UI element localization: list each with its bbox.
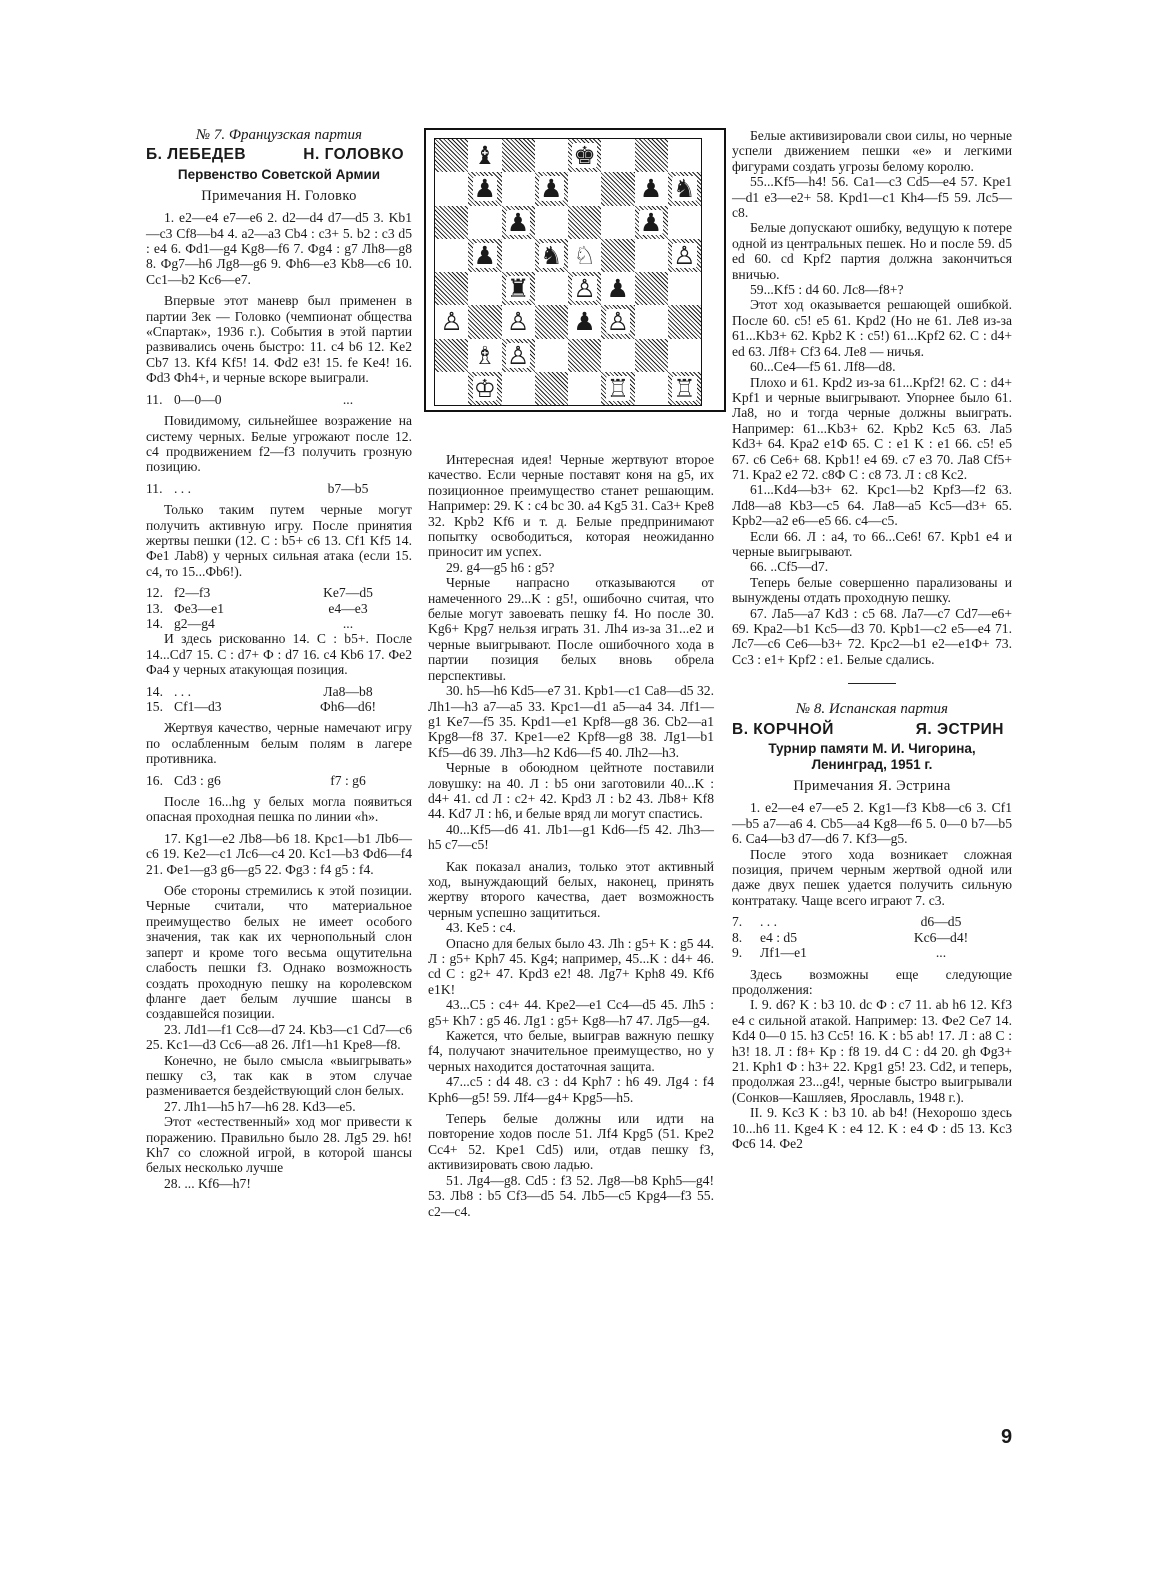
chess-piece-icon: ♙ bbox=[506, 307, 530, 337]
comment: Жертвуя качество, черные намечают игру по ослабленным белым полям в лагере противника. bbox=[146, 720, 412, 767]
square-e1 bbox=[568, 372, 601, 405]
square-e6 bbox=[568, 206, 601, 239]
move-row: 11. . . . b7—b5 bbox=[146, 480, 369, 496]
moves-text: 40...Kf5—d6 41. Лb1—g1 Kd6—f5 42. Лh3—h5 c7—c5! bbox=[428, 821, 714, 853]
event: Турнир памяти М. И. Чигорина, Ленинград, 1951 г. bbox=[768, 741, 976, 773]
moves-text: 43. Ke5 : c4. bbox=[446, 920, 516, 936]
move-row: 12. f2—f3 Ke7—d5 bbox=[146, 585, 373, 601]
comment: Здесь возможны еще следующие продолжения: bbox=[732, 966, 1012, 997]
chess-piece-icon: ♗ bbox=[473, 340, 497, 370]
square-b8 bbox=[468, 139, 501, 172]
square-a2 bbox=[435, 339, 468, 372]
chess-piece-icon: ♙ bbox=[506, 340, 530, 370]
chess-board bbox=[434, 138, 702, 406]
move-row: 14. g2—g4 ... bbox=[146, 615, 354, 631]
chess-piece-icon: ♖ bbox=[673, 373, 696, 403]
square-e8 bbox=[568, 139, 601, 172]
square-a4 bbox=[435, 272, 468, 305]
square-a7 bbox=[435, 172, 468, 205]
moves-text: 1. e2—e4 e7—e5 2. Kg1—f3 Kb8—c6 3. Cf1—b5 a7—a6 4. Cb5—a4 Kg8—f6 5. 0—0 b7—b5 6. Ca4—b3 d7—d6 7. Kf3—g5. bbox=[732, 800, 1012, 847]
square-e3 bbox=[568, 305, 601, 338]
chess-piece-icon: ♙ bbox=[440, 307, 463, 337]
player-black: Я. ЭСТРИН bbox=[915, 720, 1004, 738]
square-c2 bbox=[502, 339, 535, 372]
game-header: № 8. Испанская партия bbox=[796, 701, 948, 718]
moves-text: 59...Kf5 : d4 60. Лc8—f8+? bbox=[750, 282, 904, 298]
square-c1 bbox=[502, 372, 535, 405]
comment: Только таким путем черные могут получить активную игру. После принятия жертвы пешки (12. C : b5+ c6 13. Cf1 Kf5 14. Фe1 Лab8) у черных сильная атака (если 15. c4, то 15...Фb6!). bbox=[146, 502, 412, 579]
player-black: Н. ГОЛОВКО bbox=[303, 146, 404, 164]
square-e7 bbox=[568, 172, 601, 205]
comment: Этот «естественный» ход мог привести к поражению. Правильно было 28. Лg5 29. h6! Kh7 со сложной игрой, в которой шансы белых несколько лучше bbox=[146, 1114, 412, 1176]
square-f1 bbox=[601, 372, 634, 405]
annotator: Примечания Н. Головко bbox=[201, 187, 357, 204]
square-g7 bbox=[635, 172, 668, 205]
comment: Этот ход оказывается решающей ошибкой. После 60. c5! e5 61. Kpd2 (Но не 61. Лe8 из-за 61...Kb3+ 62. Kpb2 K : c5!) 61...Kpf2 62. C : d4+ ed 63. Лf8+ Cf3 64. Лe8 — ничья. bbox=[732, 297, 1012, 359]
square-d2 bbox=[535, 339, 568, 372]
comment: Белые допускают ошибку, ведущую к потере одной из центральных пешек. Но и после 59. d5 ed 60. cd Kpf2 партия должна закончиться вничью. bbox=[732, 220, 1012, 282]
moves-text: 17. Kg1—e2 Лb8—b6 18. Kpc1—b1 Лb6—c6 19. Ke2—c1 Лc6—c4 20. Kc1—b3 Фd6—f4 21. Фe1—g3 g6—g5 22. Фg3 : f4 g5 : f4. bbox=[146, 830, 412, 877]
annotator: Примечания Я. Эстрина bbox=[793, 778, 951, 795]
square-d3 bbox=[535, 305, 568, 338]
square-g6 bbox=[635, 206, 668, 239]
move-row: 13. Фe3—e1 e4—e3 bbox=[146, 600, 368, 616]
moves-text: 67. Лa5—a7 Kd3 : c5 68. Лa7—c7 Cd7—e6+ 69. Kpa2—b1 Kc5—d3 70. Kpb1—c2 e5—e4 71. Лc7—c6 Ce6—b3+ 72. Kpc2—b1 e2—e1Ф+ 73. Cc3 : e1+ Kpf2 : e1. Белые сдались. bbox=[732, 605, 1012, 667]
square-b2 bbox=[468, 339, 501, 372]
chess-piece-icon: ♟ bbox=[506, 207, 530, 237]
move-row: 7. . . . d6—d5 bbox=[732, 914, 962, 930]
square-e4 bbox=[568, 272, 601, 305]
comment: Черные в обоюдном цейтноте поставили ловушку: на 40. Л : b5 они заготовили 40...K : d4+ 41. cd Л : c2+ 42. Kpd3 Л : b2 43. Лb8+ Kf8 44. Kd7 Л : h6, и белые вряд ли могут спастись. bbox=[428, 760, 714, 822]
moves-text: 23. Лd1—f1 Cc8—d7 24. Kb3—c1 Cd7—c6 25. Kc1—d3 Cc6—a8 26. Лf1—h1 Kpe8—f8. bbox=[146, 1021, 412, 1053]
square-c7 bbox=[502, 172, 535, 205]
comment: Опасно для белых было 43. Лh : g5+ K : g5 44. Л : g5+ Kph7 45. Kg4; например, 45...K : d4+ 46. cd C : g2+ 47. Kpd3 e2! 48. Лg7+ Kph8 49. Kf6 e1K! bbox=[428, 935, 714, 997]
chess-piece-icon: ♚ bbox=[573, 141, 596, 171]
comment: Если 66. Л : a4, то 66...Ce6! 67. Kpb1 e4 и черные выигрывают. bbox=[732, 528, 1012, 559]
square-d8 bbox=[535, 139, 568, 172]
chess-piece-icon: ♘ bbox=[573, 240, 596, 270]
square-d7 bbox=[535, 172, 568, 205]
square-f4 bbox=[601, 272, 634, 305]
moves-text: 30. h5—h6 Kd5—e7 31. Kpb1—c1 Ca8—d5 32. Лh1—h3 a7—a5 33. Kpc1—d1 a5—a4 34. Лf1—g1 Ke7—f5 35. Kpd1—e1 Kpf8—g8 36. Cb2—a1 Kpg8—f8 37. Kpe1—e2 Kpf8—g8 38. Лg1—b1 Kf5—d6 39. Лh3—h2 Kd6—f5 40. Лh2—h3. bbox=[428, 683, 714, 760]
square-g5 bbox=[635, 239, 668, 272]
square-h4 bbox=[668, 272, 701, 305]
square-a6 bbox=[435, 206, 468, 239]
players bbox=[146, 147, 404, 162]
square-h2 bbox=[668, 339, 701, 372]
chess-piece-icon: ♙ bbox=[606, 307, 630, 337]
square-f3 bbox=[601, 305, 634, 338]
moves-text: 27. Лh1—h5 h7—h6 28. Kd3—e5. bbox=[164, 1098, 356, 1114]
comment: Черные напрасно отказываются от намеченного 29...K : g5!, ошибочно считая, что белые могут завоевать пешку f4. Но после 30. Kg6+ Kpg7 нельзя играть 31. Лh4 из-за 31...e2 и черные выигрывают. После ошибочного хода в партии позиция белых вновь обрела перспективы. bbox=[428, 575, 714, 683]
separator-line bbox=[848, 683, 896, 684]
column-middle bbox=[428, 452, 714, 1219]
square-b6 bbox=[468, 206, 501, 239]
move-row: 15. Cf1—d3 Фh6—d6! bbox=[146, 699, 377, 714]
move-row: 16. Cd3 : g6 f7 : g6 bbox=[146, 772, 366, 788]
move-row: 8. e4 : d5 Kc6—d4! bbox=[732, 929, 969, 945]
move-row: 14. . . . Лa8—b8 bbox=[146, 683, 373, 699]
moves-text: 55...Kf5—h4! 56. Ca1—c3 Cd5—e4 57. Kpe1—d1 e3—e2+ 58. Kpd1—c1 Kh4—f5 59. Лc5—c8. bbox=[732, 174, 1012, 221]
square-b5 bbox=[468, 239, 501, 272]
move-row: 11. 0—0—0 ... bbox=[146, 391, 354, 407]
moves-text: 51. Лg4—g8. Cd5 : f3 52. Лg8—b8 Kph5—g4! 53. Лb8 : b5 Cf3—d5 54. Лb5—c5 Kpg4—f3 55. c2—c4. bbox=[428, 1172, 714, 1219]
moves-text: 43...C5 : c4+ 44. Kpe2—e1 Cc4—d5 45. Лh5 : g5+ Kh7 : g5 46. Лg1 : g5+ Kg8—h7 47. Лg5—g4. bbox=[428, 997, 714, 1028]
square-a8 bbox=[435, 139, 468, 172]
moves-text: 28. ... Kf6—h7! bbox=[164, 1175, 251, 1191]
square-h7 bbox=[668, 172, 701, 205]
square-d1 bbox=[535, 372, 568, 405]
moves-text: 1. е2—е4 е7—е6 2. d2—d4 d7—d5 3. Kb1—c3 Cf8—b4 4. a2—a3 Cb4 : c3+ 5. b2 : c3 d5 : e4 6. Фd1—g4 Kg8—f6 7. Фg4 : g7 Лh8—g8 8. Фg7—h6 Лg8—g6 9. Фh6—e3 Kb8—c6 10. Cc1—b2 Kc6—e7. bbox=[146, 210, 412, 287]
square-c6 bbox=[502, 206, 535, 239]
comment: Плохо и 61. Kpd2 из-за 61...Kpf2! 62. C : d4+ Kpf1 и черные выигрывают. Упорнее было 61. Лa8, но и тогда черные должны выиграть. Например: 61...Kb3+ 62. Kpb2 Kc5 63. Лa5 Kd3+ 64. Kpa2 e1Ф 65. C : e1 K : e1 66. c5! e5 67. c6 Ce6+ 68. Kpb1! e4 69. c7 e3 70. Лa8 Cf5+ 71. Kpa2 e2 72. c8Ф C : c8 73. Л : c8 Kc2. bbox=[732, 374, 1012, 482]
comment: После 16...hg у белых могла появиться опасная проходная пешка по линии «h». bbox=[146, 794, 412, 825]
chess-diagram bbox=[424, 128, 726, 412]
square-g2 bbox=[635, 339, 668, 372]
square-a1 bbox=[435, 372, 468, 405]
chess-piece-icon: ♙ bbox=[673, 240, 696, 270]
comment: Конечно, не было смысла «выигрывать» пешку c3, так как в этом случае разменивается бездействующий слон белых. bbox=[146, 1052, 412, 1099]
moves-text: 47...c5 : d4 48. c3 : d4 Kph7 : h6 49. Лg4 : f4 Kph6—g5! 59. Лf4—g4+ Kpg5—h5. bbox=[428, 1074, 714, 1105]
square-h1 bbox=[668, 372, 701, 405]
page-number: 9 bbox=[1001, 1426, 1013, 1448]
square-f2 bbox=[601, 339, 634, 372]
comment: Кажется, что белые, выиграв важную пешку f4, получают значительное преимущество, но у черных находится достаточная защита. bbox=[428, 1028, 714, 1074]
square-h3 bbox=[668, 305, 701, 338]
player-white: Б. ЛЕБЕДЕВ bbox=[146, 146, 247, 164]
chess-piece-icon: ♟ bbox=[540, 174, 563, 204]
moves-text: 66. ..Cf5—d7. bbox=[750, 559, 829, 575]
chess-piece-icon: ♞ bbox=[673, 174, 696, 204]
chess-piece-icon: ♟ bbox=[473, 240, 497, 270]
comment: Повидимому, сильнейшее возражение на систему черных. Белые угрожают после 12. c4 продвижением f2—f3 получить грозную позицию. bbox=[146, 413, 412, 475]
comment: После этого хода возникает сложная позиция, причем черным жертвой одной или даже двух пешек удается получить сильную контратаку. Чаще всего играют 7. c3. bbox=[732, 846, 1012, 908]
comment: Теперь белые должны или идти на повторение ходов после 51. Лf4 Kpg5 (51. Kpe2 Cc4+ 52. Kpe1 Cd5) или, отдав пешку f3, активизировать свою ладью. bbox=[428, 1111, 714, 1173]
square-e2 bbox=[568, 339, 601, 372]
square-g3 bbox=[635, 305, 668, 338]
chess-piece-icon: ♖ bbox=[606, 373, 630, 403]
square-g1 bbox=[635, 372, 668, 405]
player-white: В. КОРЧНОЙ bbox=[732, 720, 834, 738]
square-f5 bbox=[601, 239, 634, 272]
comment: Белые активизировали свои силы, но черные успели движением пешки «e» и легкими фигурами создать угрозы белому королю. bbox=[732, 128, 1012, 174]
comment: Теперь белые совершенно парализованы и вынуждены отдать проходную пешку. bbox=[732, 574, 1012, 606]
event: Первенство Советской Армии bbox=[177, 166, 381, 182]
square-b4 bbox=[468, 272, 501, 305]
square-f7 bbox=[601, 172, 634, 205]
square-g8 bbox=[635, 139, 668, 172]
column-left bbox=[146, 128, 412, 1191]
square-h8 bbox=[668, 139, 701, 172]
square-c5 bbox=[502, 239, 535, 272]
square-b3 bbox=[468, 305, 501, 338]
square-d5 bbox=[535, 239, 568, 272]
comment: Как показал анализ, только этот активный ход, вынуждающий белых, наконец, принять жертву второго качества, дает возможность черным успешно защититься. bbox=[428, 858, 714, 920]
square-a3 bbox=[435, 305, 468, 338]
moves-text: 29. g4—g5 h6 : g5? bbox=[446, 559, 555, 575]
comment: И здесь рискованно 14. C : b5+. После 14...Cd7 15. C : d7+ Ф : d7 16. c4 Kb6 17. Фe2 Фa4 у черных атакующая позиция. bbox=[146, 631, 412, 678]
chess-piece-icon: ♙ bbox=[573, 274, 596, 304]
square-f6 bbox=[601, 206, 634, 239]
moves-text: II. 9. Kc3 K : b3 10. ab b4! (Нехорошо здесь 10...h6 11. Kge4 K : e4 12. K : e4 Ф : d5 13. Kc3 Фc6 14. Фe2 bbox=[732, 1105, 1012, 1151]
square-c4 bbox=[502, 272, 535, 305]
square-d4 bbox=[535, 272, 568, 305]
square-h6 bbox=[668, 206, 701, 239]
square-a5 bbox=[435, 239, 468, 272]
moves-text: I. 9. d6? K : b3 10. dc Ф : c7 11. ab h6 12. Kf3 e4 с сильной атакой. Например: 13. Фe2 Ce7 14. Kd4 0—0 15. h3 Cc5! 16. K : b5 ab! 17. Л : a8 C : h3! 18. Л : f8+ Kp : f8 19. d4 C : d4 20. gh Фg3+ 21. Kph1 Ф : h3+ 22. Kpg1 g5! 23. Cd2, и теперь, продолжая 23...g4!, черные быстро выигрывали (Сонков—Кашляев, Ярославль, 1948 г.). bbox=[732, 997, 1012, 1105]
comment: Интересная идея! Черные жертвуют второе качество. Если черные поставят коня на g5, их позиционное преимущество станет решающим. Например: 29. K : c4 bc 30. a4 Kg5 31. Ca3+ Kpe8 32. Kpb2 Kf6 и т. д. Белые предпринимают попытку освободиться, которая неожиданно приносит им успех. bbox=[428, 452, 714, 560]
square-b7 bbox=[468, 172, 501, 205]
chess-piece-icon: ♝ bbox=[473, 141, 497, 171]
square-g4 bbox=[635, 272, 668, 305]
square-c3 bbox=[502, 305, 535, 338]
moves-text: 60...Ce4—f5 61. Лf8—d8. bbox=[750, 359, 896, 375]
square-f8 bbox=[601, 139, 634, 172]
chess-piece-icon: ♜ bbox=[506, 274, 530, 304]
game-header: № 7. Французская партия bbox=[196, 127, 362, 143]
square-d6 bbox=[535, 206, 568, 239]
moves-text: 61...Kd4—b3+ 62. Kpc1—b2 Kpf3—f2 63. Лd8—a8 Kb3—c5 64. Лa8—a5 Kc5—d3+ 65. Kpb2—a2 e6—e5 66. c4—c5. bbox=[732, 482, 1012, 529]
chess-piece-icon: ♟ bbox=[639, 207, 663, 237]
chess-piece-icon: ♟ bbox=[473, 174, 497, 204]
chess-piece-icon: ♞ bbox=[540, 240, 563, 270]
comment: Впервые этот маневр был применен в партии Зек — Головко (чемпионат общества «Спартак», 1936 г.). События в этой партии развивались очень быстро: 11. c4 b6 12. Ke2 Cb7 13. Kf4 Kf5! 14. Фd2 e3! 15. fe Ke4! 16. Фd3 Фh4+, и черные вскоре выиграли. bbox=[146, 293, 412, 386]
move-row: 9. Лf1—e1 ... bbox=[732, 945, 947, 961]
chess-piece-icon: ♟ bbox=[573, 307, 596, 337]
players bbox=[732, 722, 1004, 737]
square-e5 bbox=[568, 239, 601, 272]
column-right bbox=[732, 128, 1012, 1151]
chess-piece-icon: ♟ bbox=[606, 274, 630, 304]
chess-piece-icon: ♔ bbox=[473, 373, 497, 403]
square-c8 bbox=[502, 139, 535, 172]
square-b1 bbox=[468, 372, 501, 405]
comment: Обе стороны стремились к этой позиции. Черные считали, что материальное преимущество белых не имеет особого значения, так как их чернопольный слон заперт и кроме того весьма ощутительна слабость пешки f3. Однако возможность создать проходную пешку на королевском фланге дает белым лучшие шансы в создавшейся позиции. bbox=[146, 883, 412, 1022]
square-h5 bbox=[668, 239, 701, 272]
chess-piece-icon: ♟ bbox=[639, 174, 663, 204]
